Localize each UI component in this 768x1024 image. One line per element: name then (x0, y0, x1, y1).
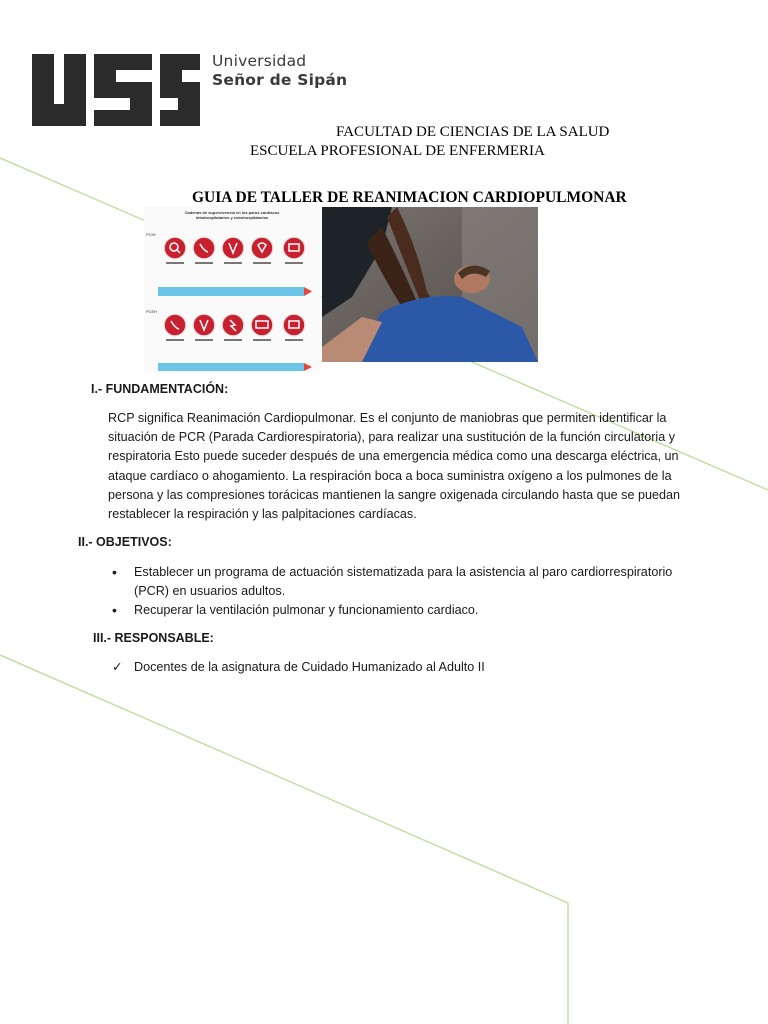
chain-of-survival-image (144, 207, 321, 373)
svg-text:PCEH: PCEH (146, 309, 158, 314)
objetivos-list (108, 563, 688, 620)
cpr-photo (322, 207, 538, 362)
logo-line1: Universidad (212, 52, 307, 70)
section-title-responsable: III.- RESPONSABLE: (93, 631, 214, 645)
logo-wordmark (212, 52, 347, 90)
document-title: GUIA DE TALLER DE REANIMACION CARDIOPULMONAR (192, 189, 627, 206)
faculty-heading: FACULTAD DE CIENCIAS DE LA SALUD (336, 124, 610, 140)
checkmark-icon: ✓ (112, 660, 123, 674)
fundamentacion-paragraph: RCP significa Reanimación Cardiopulmonar. Es el conjunto de maniobras que permiten identificar la situación de PCR (Parada Cardiorespiratoria), para realizar una sustitución de la función circulatoria y respiratoria Esto puede suceder después de una emergencia médica como una descarga eléctrica, un ataque cardíaco o ahogamiento. La respiración boca a boca suministra oxígeno a los pulmones de la persona y las compresiones torácicas mantienen la sangre oxigenada circulando hasta que se puedan restablecer la respiración y las palpitaciones cardíacas. (108, 411, 680, 522)
section-title-objetivos: II.- OBJETIVOS: (78, 535, 172, 549)
svg-text:intrahospitalarios y extrahosp: intrahospitalarios y extrahospitalarios (195, 215, 269, 220)
section-title-fundamentacion: I.- FUNDAMENTACIÓN: (91, 382, 229, 396)
responsable-item (112, 658, 485, 677)
list-item: • Establecer un programa de actuación sistematizada para la asistencia al paro cardiorrespiratorio (PCR) en usuarios adultos. (108, 563, 688, 601)
svg-text:PCIH: PCIH (146, 232, 156, 237)
list-item: • Recuperar la ventilación pulmonar y funcionamiento cardiaco. (108, 601, 688, 620)
logo-line2: Señor de Sipán (212, 71, 348, 89)
svg-text:Cadenas de supervivencia en lo: Cadenas de supervivencia en los paros cardiacos (184, 210, 280, 215)
deco-line-bottom (0, 655, 568, 903)
school-heading: ESCUELA PROFESIONAL DE ENFERMERIA (250, 143, 545, 159)
responsable-text: Docentes de la asignatura de Cuidado Humanizado al Adulto II (134, 660, 485, 674)
